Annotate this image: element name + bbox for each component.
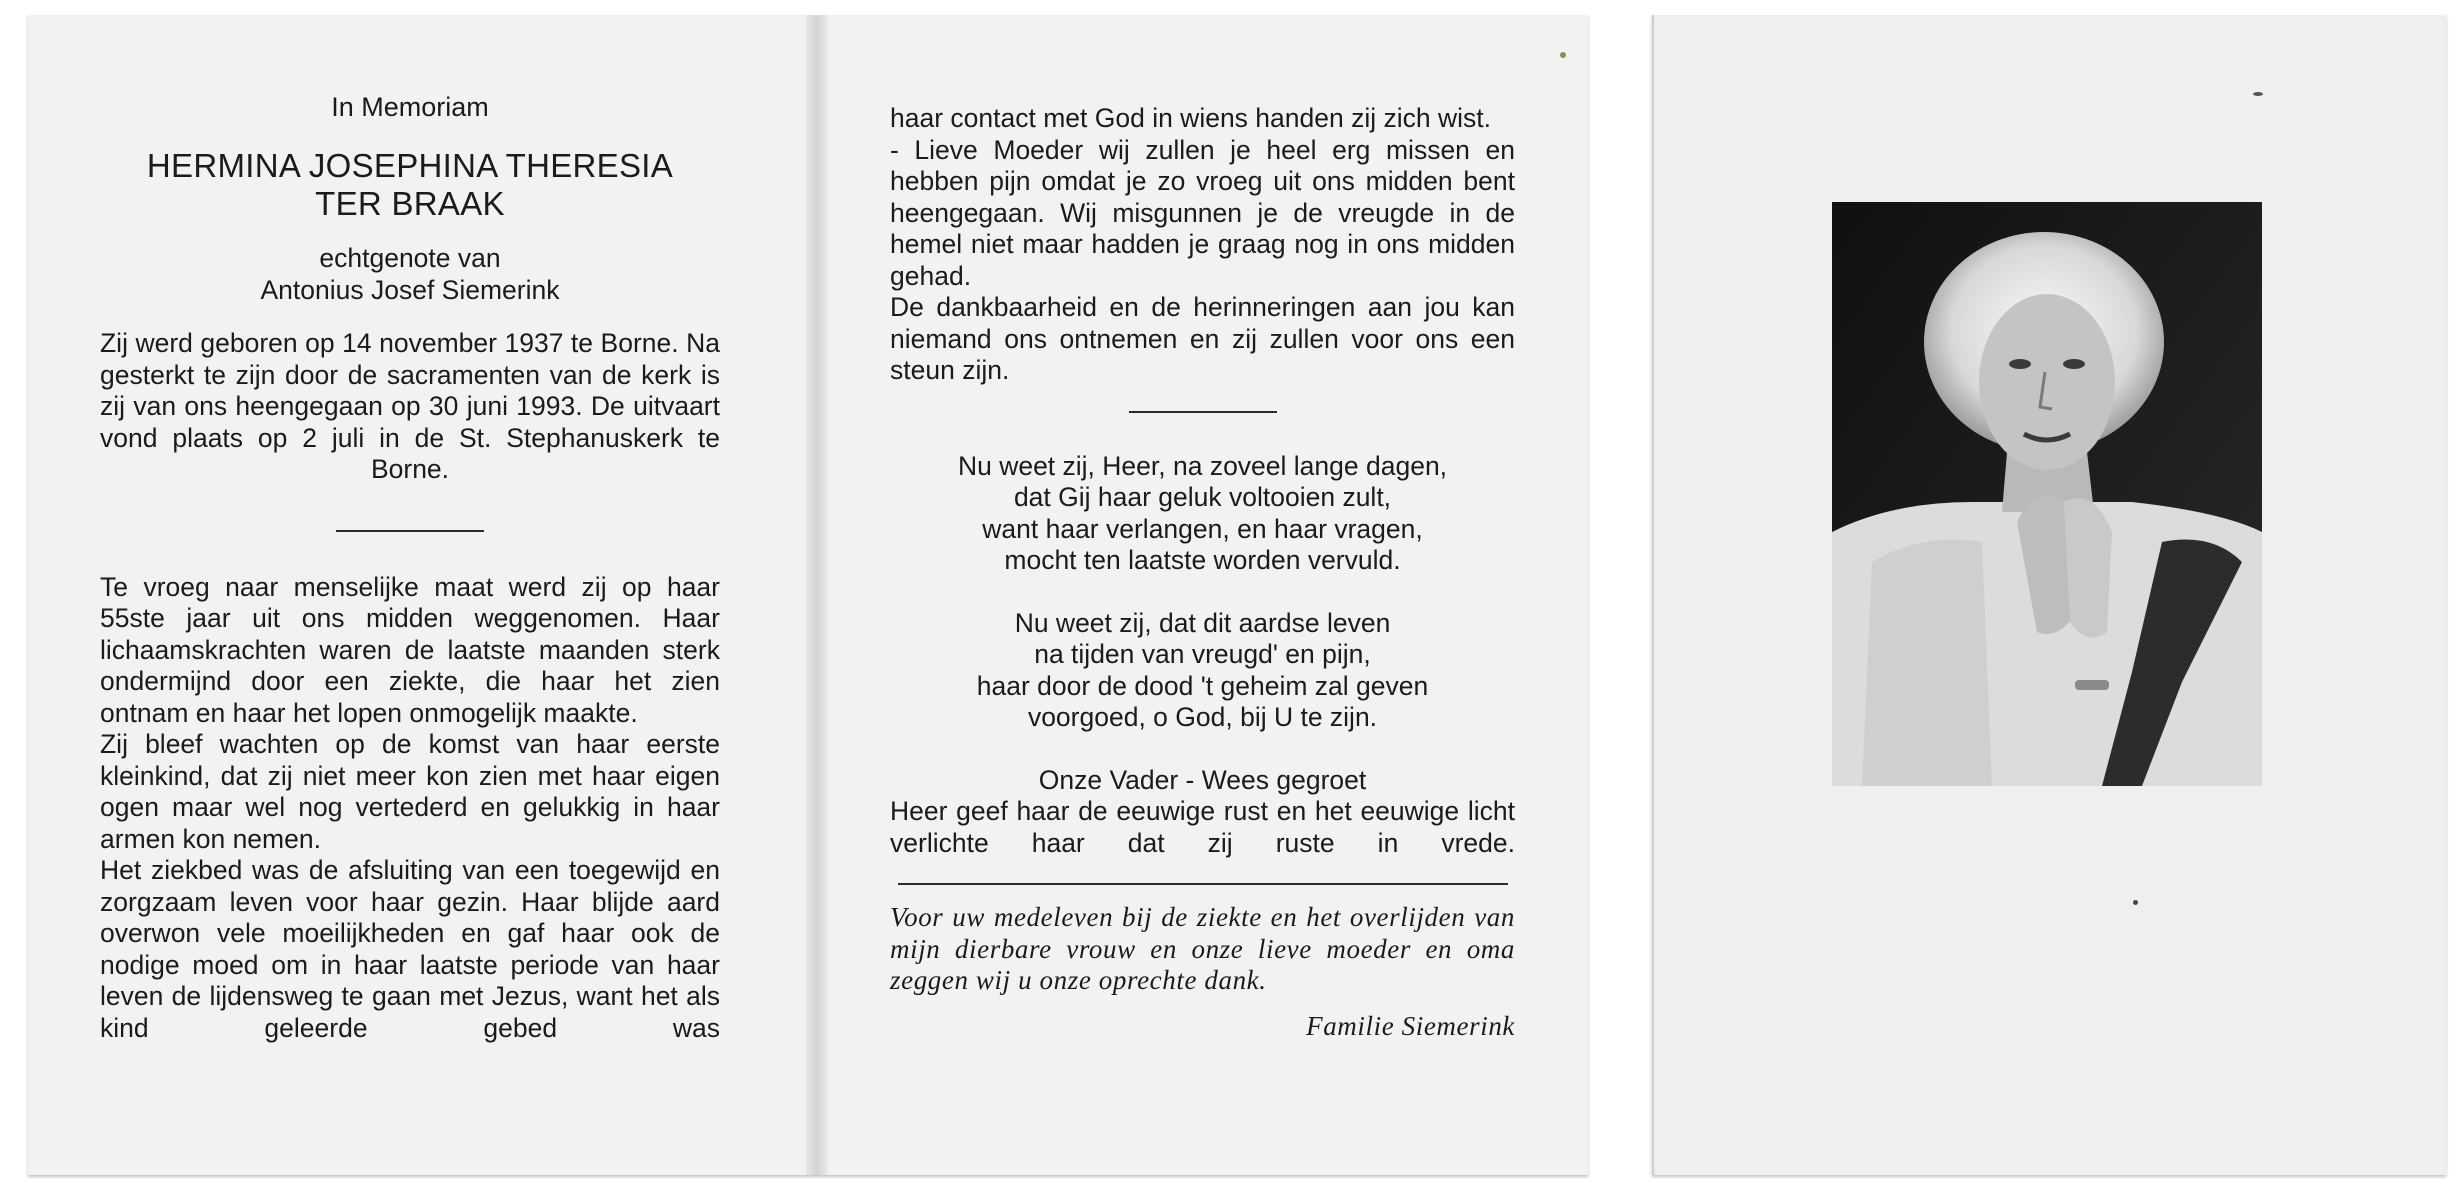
life-paragraph-2: Zij bleef wachten op de komst van haar eerste kleinkind, dat zij niet meer kon zien met haar eigen ogen maar wel nog vertederd en gelukkig in haar armen kon nemen. [100,729,720,854]
family-signature: Familie Siemerink [1306,1010,1515,1041]
paper-speck [2133,900,2138,905]
card-fold [806,15,828,1175]
farewell-paragraph: - Lieve Moeder wij zullen je heel erg missen en hebben pijn omdat je zo vroeg uit ons midden bent heengegaan. Wij misgunnen je de vreugde in de hemel niet maar hadden je graag nog in ons midden gehad. [890,134,1515,291]
poem-line: haar door de dood 't geheim zal geven [976,670,1429,701]
memorial-card-inside [28,15,1588,1175]
portrait-photo-icon [1832,202,2262,786]
poem-line: Nu weet zij, Heer, na zoveel lange dagen, [957,450,1448,481]
right-page [890,15,1515,1042]
divider [336,530,484,532]
poem-line: na tijden van vreugd' en pijn, [1034,639,1371,669]
poem-stanza-2 [890,608,1515,734]
paper-speck [1560,52,1566,58]
divider [1129,411,1277,413]
life-paragraph-3: Het ziekbed was de afsluiting van een toegewijd en zorgzaam leven voor haar gezin. Haar blijde aard overwon vele moeilijkheden en gaf haar ook de nodige moed om in haar laatste periode van haar leven de lijdensweg te gaan met Jezus, want het als kind geleerde gebed was [100,855,720,1043]
poem-line: want haar verlangen, en haar vragen, [982,513,1423,544]
portrait-photo-icon [1832,202,2262,786]
prayer-line: Onze Vader - Wees gegroet [1038,764,1367,795]
blessing-paragraph: Heer geef haar de eeuwige rust en het eeuwige licht verlichte haar dat zij ruste in vrede. [890,796,1515,858]
gratitude-paragraph: De dankbaarheid en de herinneringen aan jou kan niemand ons ontnemen en zij zullen voor ons een steun zijn. [890,292,1515,385]
spouse-label: echtgenote van [319,243,501,273]
poem-line: Nu weet zij, dat dit aardse leven [1014,607,1391,638]
poem-line: mocht ten laatste worden vervuld. [1004,545,1401,575]
birth-paragraph: Zij werd geboren op 14 november 1937 te Borne. Na gesterkt te zijn door de sacramenten van de kerk is zij van ons heengegaan op 30 juni 1993. De uitvaart vond plaats op 2 juli in de St. Stephanuskerk te Borne. [100,328,720,484]
spouse-name: Antonius Josef Siemerink [260,274,560,305]
poem-line: dat Gij haar geluk voltooien zult, [1013,482,1392,512]
left-page [100,15,720,1044]
divider [898,883,1508,885]
poem-line: voorgoed, o God, bij U te zijn. [1027,702,1378,732]
paper-speck [2253,92,2263,96]
poem-stanza-1 [890,451,1515,577]
thanks-paragraph: Voor uw medeleven bij de ziekte en het overlijden van mijn dierbare vrouw en onze lieve moeder en oma zeggen wij u onze oprechte dank. [890,902,1515,995]
life-paragraph-1: Te vroeg naar menselijke maat werd zij op haar 55ste jaar uit ons midden weggenomen. Haar lichaamskrachten waren de laatste maanden sterk ondermijnd door een ziekte, die haar het zien ontnam en haar het lopen onmogelijk maakte. [100,571,720,728]
deceased-name-line-2: TER BRAAK [315,185,505,222]
in-memoriam-header: In Memoriam [331,92,489,122]
continuation-paragraph: haar contact met God in wiens handen zij zich wist. [890,103,1491,133]
deceased-name-line-1: HERMINA JOSEPHINA THERESIA [146,147,674,184]
